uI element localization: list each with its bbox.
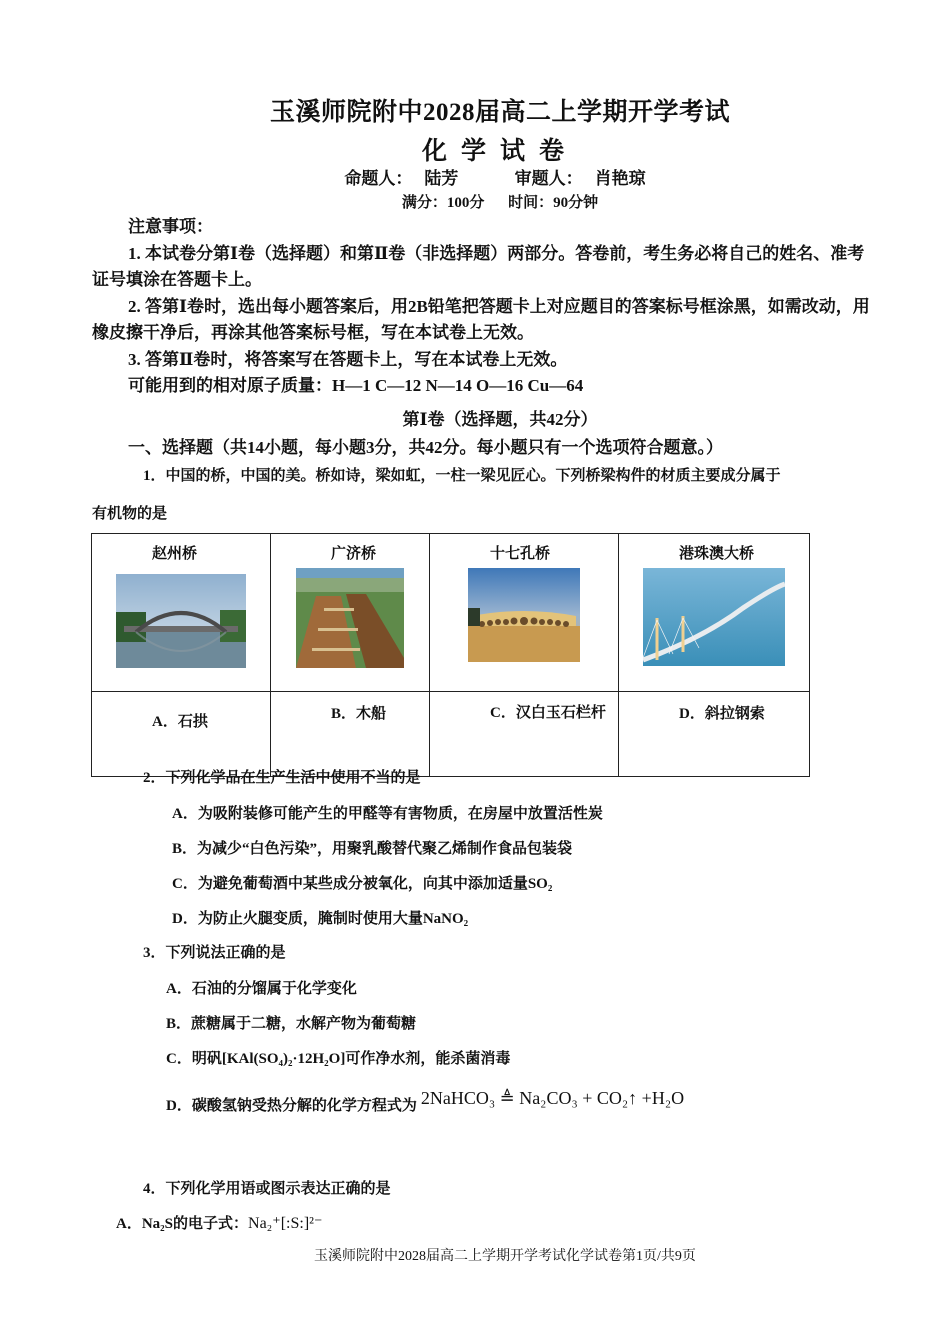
author-name: 陆芳 [424,169,459,188]
q2-stem: 2．下列化学品在生产生活中使用不当的是 [143,770,421,786]
hongkong-zhuhai-macau-bridge-image [643,568,785,666]
q4-option-a-text: A．Na₂S的电子式： [116,1216,249,1232]
q3-stem: 3．下列说法正确的是 [143,945,286,961]
exam-time: 时间：90分钟 [508,195,599,211]
bridge-name: 十七孔桥 [490,546,551,562]
score-line [0,191,950,212]
option-a: A．石拱 [152,714,208,730]
q3-option-d [166,1088,685,1115]
atomic-mass: 可能用到的相对原子质量：H—1 C—12 N—14 O—16 Cu—64 [128,376,584,395]
q2-option-b: B．为减少“白色污染”，用聚乳酸替代聚乙烯制作食品包装袋 [172,841,573,857]
option-cell-c [430,692,619,777]
q3-option-d-text: D．碳酸氢钠受热分解的化学方程式为 [166,1098,417,1114]
part-title: 一、选择题（共14小题，每小题3分，共42分。每小题只有一个选项符合题意。） [128,438,723,457]
bridge-cell-c [430,534,619,692]
bridge-cell-a [92,534,271,692]
option-cell-a [92,692,271,777]
seventeen-arch-bridge-image [468,568,580,662]
q1-stem-cont: 有机物的是 [92,506,168,522]
option-c: C．汉白玉石栏杆 [490,705,606,721]
q3-option-b: B．蔗糖属于二糖，水解产物为葡萄糖 [166,1016,417,1032]
bridge-cell-b [271,534,430,692]
q2-option-a: A．为吸附装修可能产生的甲醛等有害物质，在房屋中放置活性炭 [172,806,603,822]
note-item-2: 2. 答第Ⅰ卷时，选出每小题答案后，用2B铅笔把答题卡上对应题目的答案标号框涂黑，如需改动，用橡皮擦干净后，再涂其他答案标号框，写在本试卷上无效。 [92,296,870,342]
option-b: B．木船 [331,706,387,722]
notes-block [92,214,870,400]
q3-option-c: C．明矾[KAl(SO₄)₂·12H₂O]可作净水剂，能杀菌消毒 [166,1051,511,1067]
q2-option-d: D．为防止火腿变质，腌制时使用大量NaNO₂ [172,911,469,927]
reviewer-label: 审题人： [514,169,583,188]
q4-stem: 4．下列化学用语或图示表达正确的是 [143,1181,391,1197]
guangji-bridge-image [296,568,404,668]
bridge-name: 广济桥 [331,546,377,562]
exam-subtitle: 化学试卷 [421,138,578,165]
q3-equation: 2NaHCO₃ ≜ Na₂CO₃ + CO₂↑ +H₂O [420,1088,685,1108]
q4-option-a [116,1212,322,1233]
bridge-cell-d [619,534,810,692]
option-d: D．斜拉钢索 [679,706,765,722]
option-cell-b [271,692,430,777]
reviewer-name: 肖艳琼 [594,169,646,188]
bridge-name: 赵州桥 [152,546,198,562]
notes-heading: 注意事项： [128,217,213,236]
section-title: 第Ⅰ卷（选择题，共42分） [402,410,598,429]
option-cell-d [619,692,810,777]
note-item-1: 1. 本试卷分第Ⅰ卷（选择题）和第Ⅱ卷（非选择题）两部分。答卷前，考生务必将自己的姓名、准考证号填涂在答题卡上。 [92,243,865,289]
bridge-table [91,533,810,777]
authors-line [0,164,950,189]
q3-option-a: A．石油的分馏属于化学变化 [166,981,357,997]
q1-stem: 1．中国的桥，中国的美。桥如诗，梁如虹，一柱一梁见匠心。下列桥梁构件的材质主要成分属于 [143,468,781,484]
bridge-name: 港珠澳大桥 [679,546,755,562]
exam-title: 玉溪师院附中2028届高二上学期开学考试 [269,99,730,126]
zhaozhou-bridge-image [116,574,246,668]
q4-formula: Na₂⁺[:S:]²⁻ [248,1215,323,1232]
page-footer: 玉溪师院附中2028届高二上学期开学考试化学试卷第1页/共9页 [314,1249,696,1264]
author-label: 命题人： [344,169,413,188]
q2-option-c: C．为避免葡萄酒中某些成分被氧化，向其中添加适量SO₂ [172,876,553,892]
full-score: 满分：100分 [401,195,485,211]
note-item-3: 3. 答第Ⅱ卷时，将答案写在答题卡上，写在本试卷上无效。 [128,349,568,369]
